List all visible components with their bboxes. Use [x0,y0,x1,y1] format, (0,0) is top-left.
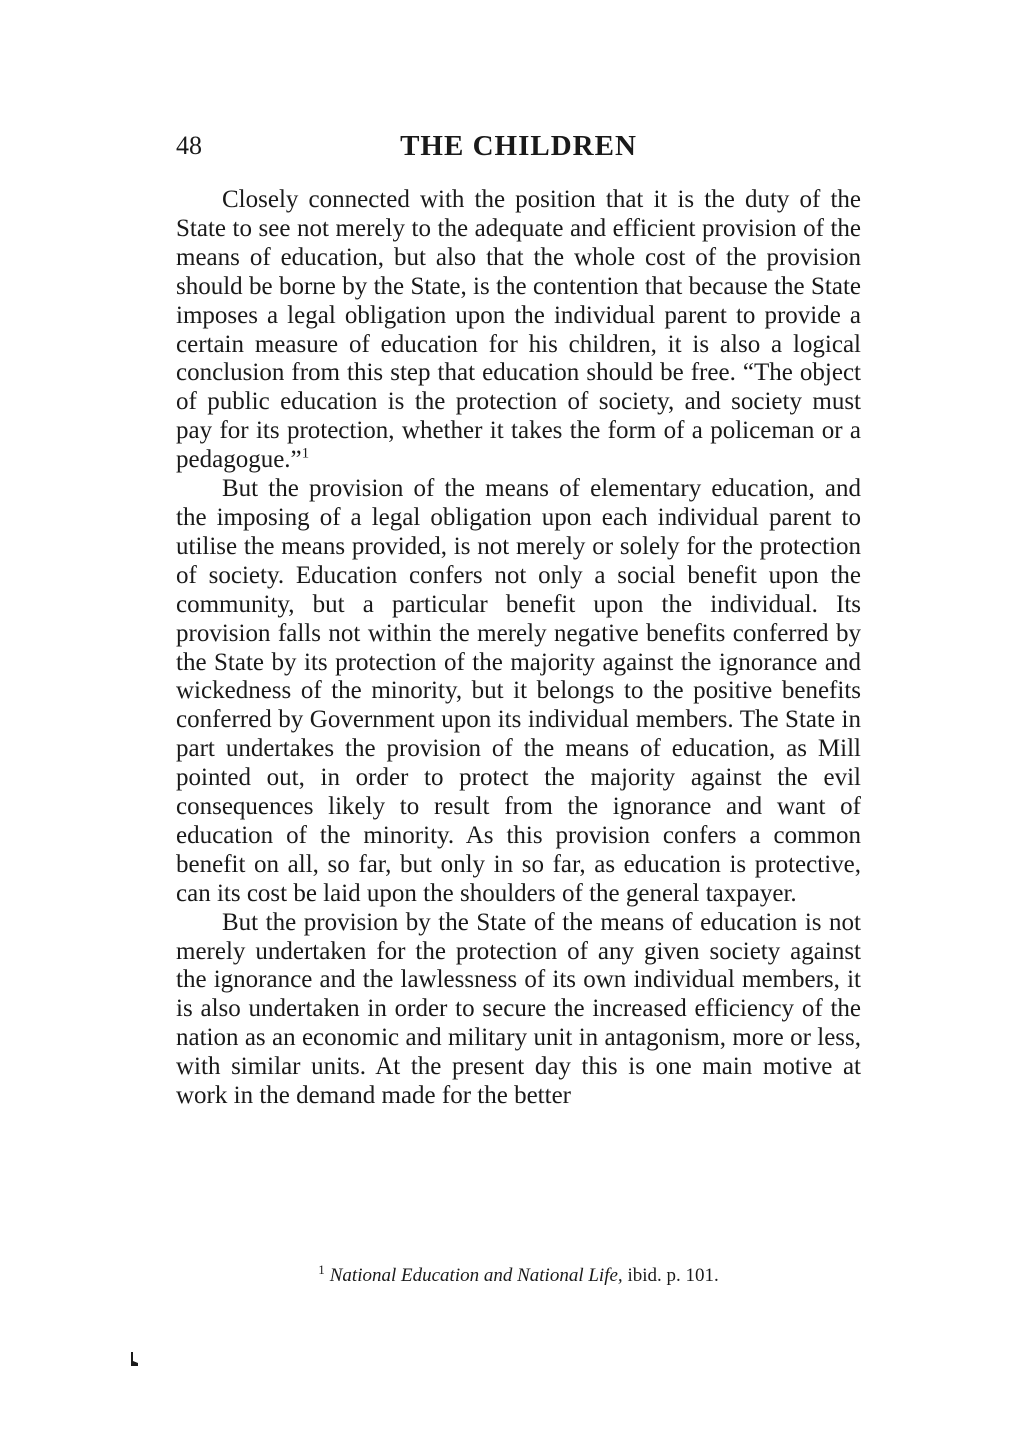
page-header [176,128,861,168]
scan-mark-icon [130,1352,139,1366]
footnote-number: 1 [318,1261,325,1277]
paragraph: But the provision by the State of the means of education is not merely undertaken for the protection of any given society against the ignorance and the lawlessness of its own individual members, it is also undertaken in order to secure the increased efficiency of the nation as an economic and military unit in antagonism, more or less, with similar units. At the present day this is one main motive at work in the demand made for the better [176,908,861,1110]
footnote-title: National Education and National Life, [329,1265,623,1286]
footnote-citation: ibid. p. 101. [627,1265,719,1286]
paragraph-text: Closely connected with the position that it is the duty of the State to see not merely to the adequate and efficient provision of the means of education, but also that the whole cost of the provision should be borne by the State, is the contention that because the State imposes a legal obligation upon the individual parent to provide a certain measure of education for his children, it is also a logical conclusion from this step that education should be free. “The object of public education is the protection of society, and society must pay for its protection, whether it takes the form of a policeman or a pedagogue.” [176,186,861,474]
paragraph: But the provision of the means of elementary education, and the imposing of a legal obligation upon each individual parent to utilise the means provided, is not merely or solely for the protection of society. Education confers not only a social benefit upon the community, but a particular benefit upon the individual. Its provision falls not within the merely negative benefits conferred by the State by its protection of the majority against the ignorance and wickedness of the minority, but it belongs to the positive benefits conferred by Government upon its individual members. The State in part undertakes the provision of the means of education, as Mill pointed out, in order to protect the majority against the evil consequences likely to result from the ignorance and want of education of the minority. As this provision confers a common benefit on all, so far, but only in so far, as education is protective, can its cost be laid upon the shoulders of the general taxpayer. [176,475,861,907]
paragraph [176,186,861,475]
page-number: 48 [176,131,202,160]
running-title: THE CHILDREN [400,130,637,162]
footnote-reference: 1 [301,445,310,462]
body-text [176,186,861,1111]
footnote [176,1261,861,1288]
